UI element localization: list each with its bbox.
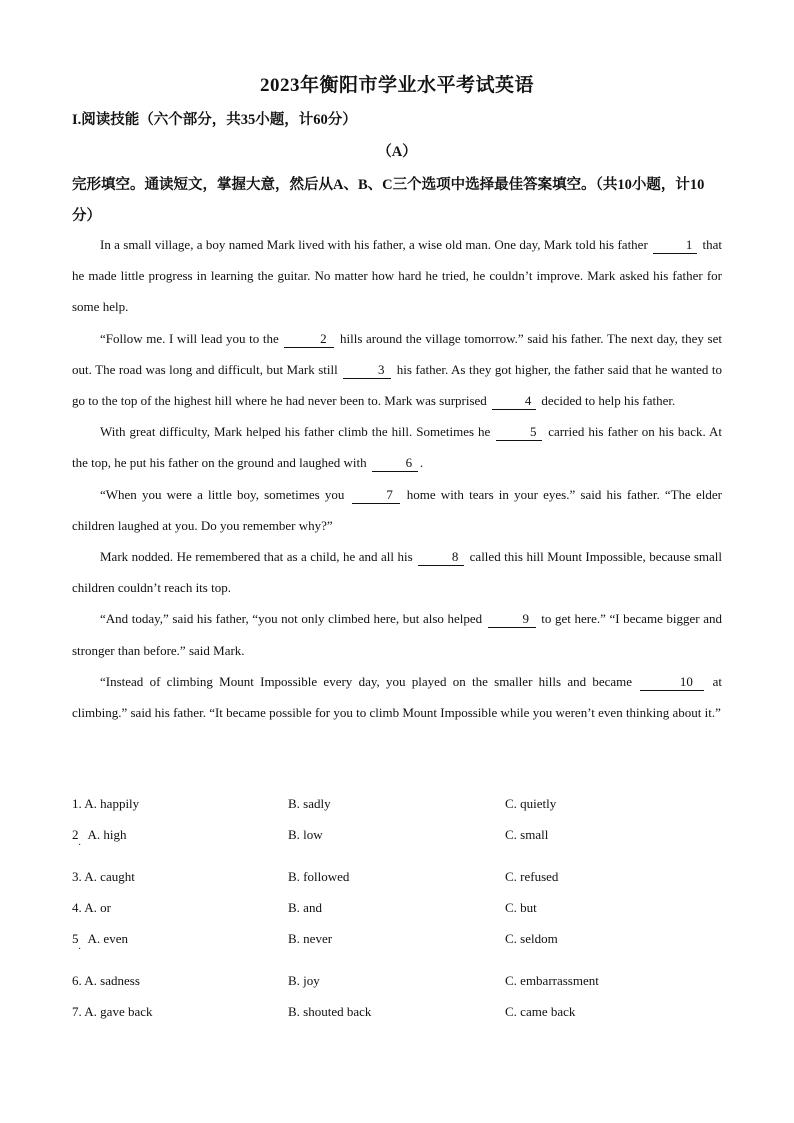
paragraph-7 bbox=[72, 666, 722, 728]
instructions: 完形填空。通读短文，掌握大意，然后从A、B、C三个选项中选择最佳答案填空。（共10小题，计10分） bbox=[72, 177, 705, 224]
option-row-4 bbox=[72, 896, 722, 927]
cloze-passage bbox=[72, 229, 722, 728]
passage-text: called this hill Mount Impossible, because small children couldn’t reach its top. bbox=[72, 549, 722, 596]
option-c: C. quietly bbox=[505, 796, 557, 811]
paragraph-4 bbox=[72, 479, 722, 541]
blank-1: 1 bbox=[653, 237, 697, 254]
page-title: 2023年衡阳市学业水平考试英语 bbox=[259, 75, 534, 96]
option-c: C. but bbox=[505, 900, 537, 915]
option-a: 5 A. even bbox=[72, 931, 128, 946]
option-a: 4. A. or bbox=[72, 900, 111, 915]
option-a: 2 A. high bbox=[72, 827, 127, 842]
blank-7: 7 bbox=[352, 487, 400, 504]
part-label: （A） bbox=[377, 144, 417, 160]
blank-3: 3 bbox=[343, 362, 391, 379]
blank-4: 4 bbox=[492, 393, 536, 410]
blank-5: 5 bbox=[496, 424, 542, 441]
emphasis-dot: · bbox=[78, 840, 82, 851]
passage-text: In a small village, a boy named Mark lived with his father, a wise old man. One day, Mark told his father bbox=[100, 237, 652, 252]
option-row-2 bbox=[72, 823, 722, 865]
paragraph-5 bbox=[72, 541, 722, 603]
option-a: 7. A. gave back bbox=[72, 1004, 153, 1019]
answer-options bbox=[72, 792, 722, 1031]
blank-9: 9 bbox=[488, 611, 536, 628]
passage-text: . bbox=[419, 455, 424, 471]
passage-text: “Follow me. I will lead you to the bbox=[100, 330, 283, 346]
paragraph-1 bbox=[72, 229, 722, 323]
paragraph-2 bbox=[72, 323, 722, 417]
passage-text: home with tears in your eyes.” said his father. “The elder children laughed at you. Do you remember why?” bbox=[72, 486, 722, 533]
option-c: C. embarrassment bbox=[505, 973, 599, 988]
blank-10: 10 bbox=[640, 674, 704, 691]
option-c: C. came back bbox=[505, 1004, 576, 1019]
option-b: B. followed bbox=[288, 869, 350, 884]
section-heading: I.阅读技能（六个部分，共35小题，计60分） bbox=[72, 112, 357, 128]
blank-2: 2 bbox=[284, 331, 334, 348]
paragraph-6 bbox=[72, 603, 722, 665]
option-b: B. joy bbox=[288, 973, 320, 988]
option-b: B. sadly bbox=[288, 796, 331, 811]
blank-8: 8 bbox=[418, 549, 464, 566]
option-c: C. small bbox=[505, 827, 549, 842]
passage-text: his father. As they got higher, the father said that he wanted to go to the top of the highest hill where he had never been to. Mark was surprised bbox=[72, 361, 722, 409]
paragraph-3 bbox=[72, 416, 722, 478]
option-c: C. seldom bbox=[505, 931, 558, 946]
option-b: B. and bbox=[288, 900, 322, 915]
option-b: B. never bbox=[288, 931, 333, 946]
option-a: 3. A. caught bbox=[72, 869, 135, 884]
passage-text: carried his father on his back. At the top, he put his father on the ground and laughed with bbox=[72, 424, 722, 471]
option-a: 1. A. happily bbox=[72, 796, 140, 811]
option-row-6 bbox=[72, 969, 722, 1000]
option-row-7 bbox=[72, 1000, 722, 1031]
passage-text: “When you were a little boy, sometimes you bbox=[100, 486, 350, 502]
emphasis-dot: · bbox=[78, 944, 82, 955]
passage-text: “And today,” said his father, “you not only climbed here, but also helped bbox=[100, 611, 486, 627]
option-row-3 bbox=[72, 865, 722, 896]
blank-6: 6 bbox=[372, 455, 418, 472]
option-c: C. refused bbox=[505, 869, 559, 884]
option-a: 6. A. sadness bbox=[72, 973, 140, 988]
passage-text: Mark nodded. He remembered that as a child, he and all his bbox=[100, 549, 417, 565]
passage-text: at climbing.” said his father. “It became possible for you to climb Mount Impossible while you weren’t even thinking about it.” bbox=[72, 673, 722, 721]
passage-text: hills around the village tomorrow.” said his father. The next day, they set out. The road was long and difficult, but Mark still bbox=[72, 330, 722, 377]
option-b: B. shouted back bbox=[288, 1004, 372, 1019]
option-row-1 bbox=[72, 792, 722, 823]
option-row-5 bbox=[72, 927, 722, 969]
passage-text: to get here.” “I became bigger and stronger than before.” said Mark. bbox=[72, 611, 722, 658]
passage-text: that he made little progress in learning the guitar. No matter how hard he tried, he couldn’t improve. Mark asked his father for some help. bbox=[72, 237, 723, 315]
passage-text: With great difficulty, Mark helped his father climb the hill. Sometimes he bbox=[100, 424, 495, 440]
passage-text: “Instead of climbing Mount Impossible every day, you played on the smaller hills and became bbox=[100, 673, 639, 689]
option-b: B. low bbox=[288, 827, 323, 842]
passage-text: decided to help his father. bbox=[538, 393, 676, 409]
